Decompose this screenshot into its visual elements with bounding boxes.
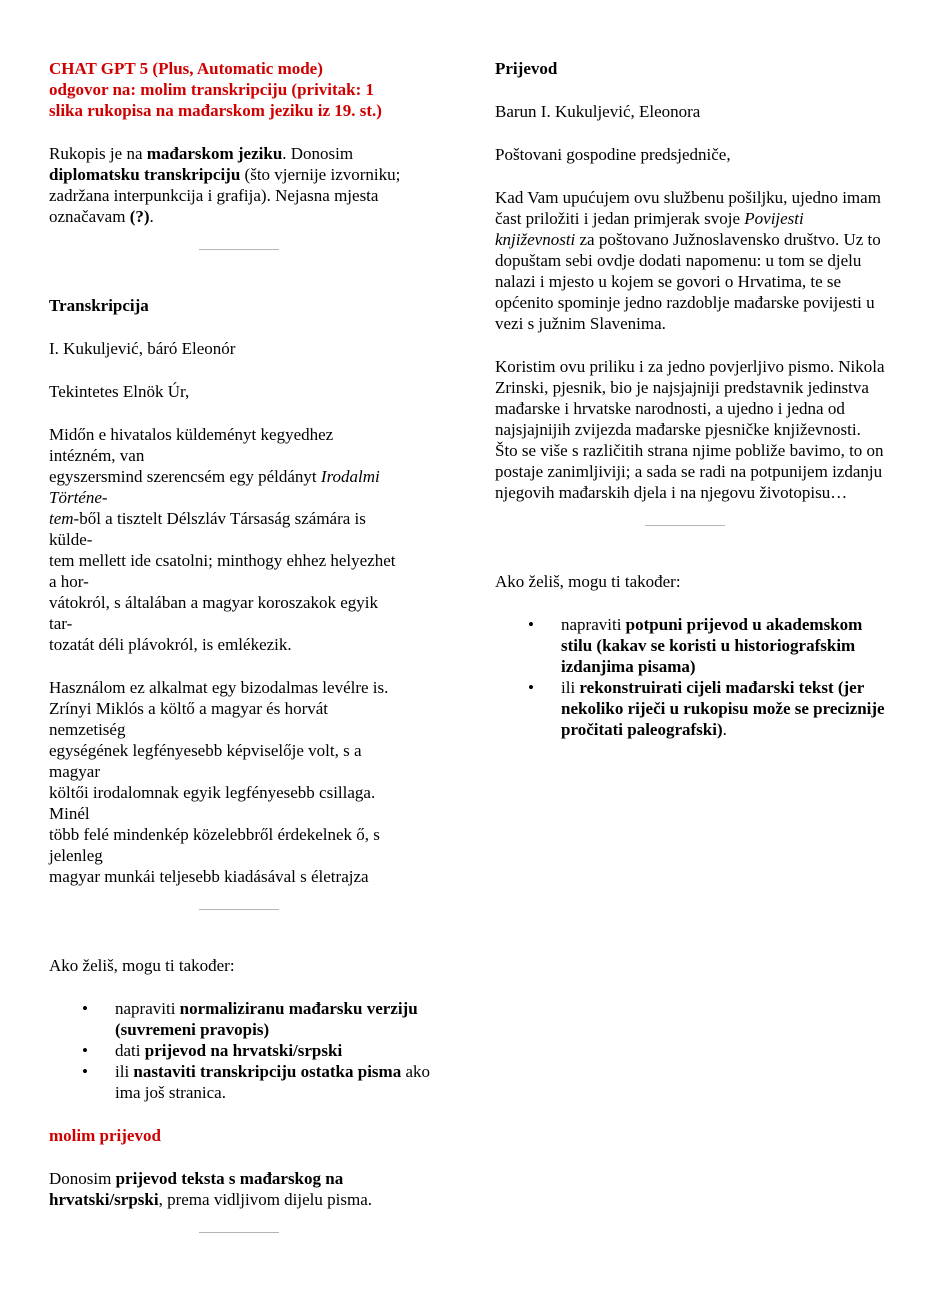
translation-intro: Donosim prijevod teksta s mađarskog na hrvatski/srpski, prema vidljivom dijelu pisma. (49, 1169, 373, 1209)
request-heading: molim prijevod (49, 1126, 161, 1145)
offer-item: • ili nastaviti transkripciju ostatka pisma ako ima još stranica. (82, 1062, 430, 1102)
section-divider (645, 525, 725, 526)
offer-intro: Ako želiš, mogu ti također: (49, 956, 235, 975)
intro-paragraph: Rukopis je na mađarskom jeziku. Donosim diplomatsku transkripciju (što vjernije izvorniku; zadržana interpunkcija i grafija). Nejasna mjesta označavam (?). (49, 144, 401, 226)
bullet-icon: • (82, 1062, 88, 1081)
bullet-icon: • (82, 1041, 88, 1060)
letter-salutation: Tekintetes Elnök Úr, (49, 382, 190, 401)
offer-item: • dati prijevod na hrvatski/srpski (82, 1041, 343, 1060)
section-divider (199, 909, 279, 910)
transcription-paragraph-2: Használom ez alkalmat egy bizodalmas levélre is. Zrínyi Miklós a költő a magyar és horvát nemzetiség egységének legfényesebb képviselője volt, s a magyar költői irodalomnak egyik legfényesebb csillaga. Minél több felé mindenkép közelebbről érdekelnek ő, s jelenleg magyar munkái teljesebb kiadásával s életrajza (49, 678, 389, 886)
offer-item: • ili rekonstruirati cijeli mađarski tekst (jer nekoliko riječi u rukopisu može se preciznije pročitati paleografski). (528, 678, 885, 739)
chat-header-line: slika rukopisa na mađarskom jeziku iz 19. st.) (49, 101, 382, 120)
bullet-icon: • (528, 678, 534, 697)
translation-paragraph-1: Kad Vam upućujem ovu službenu pošiljku, ujedno imam čast priložiti i jedan primjerak svoje Povijesti književnosti za poštovano Južnoslavensko društvo. Uz to dopuštam sebi ovdje dodati napomenu: u tom se djelu nalazi i mjesto u kojem se govori o Hrvatima, te se općenito spominje jedno razdoblje mađarske povijesti u vezi s južnim Slavenima. (495, 188, 881, 333)
chat-header-line: odgovor na: molim transkripciju (privitak: 1 (49, 80, 375, 99)
bullet-icon: • (82, 999, 88, 1018)
chat-header (49, 58, 439, 121)
left-column (49, 58, 439, 1278)
offer-item: • napraviti potpuni prijevod u akademskom stilu (kakav se koristi u historiografskim izdanjima pisama) (528, 615, 863, 676)
letter-sender: I. Kukuljević, báró Eleonór (49, 339, 236, 358)
offer-list (49, 998, 439, 1103)
chat-header-line: CHAT GPT 5 (Plus, Automatic mode) (49, 59, 323, 78)
translation-sender: Barun I. Kukuljević, Eleonora (495, 102, 701, 121)
section-divider (199, 249, 279, 250)
offer-item: • napraviti normaliziranu mađarsku verziju (suvremeni pravopis) (82, 999, 418, 1039)
bullet-icon: • (528, 615, 534, 634)
offer-intro: Ako želiš, mogu ti također: (495, 572, 681, 591)
transcription-paragraph-1: Midőn e hivatalos küldeményt kegyedhez intézném, van egyszersmind szerencsém egy példányt Irodalmi Történe- tem-ből a tisztelt Délszláv Társaság számára is külde- tem mellett ide csatolni; minthogy ehhez helyezhet a hor- vátokról, s általában a magyar koroszakok egyik tar- tozatát déli plávokról, is emlékezik. (49, 425, 396, 654)
right-column (495, 58, 885, 762)
section-divider (199, 1232, 279, 1233)
translation-heading: Prijevod (495, 59, 558, 78)
offer-list (495, 614, 885, 740)
translation-paragraph-2: Koristim ovu priliku i za jedno povjerljivo pismo. Nikola Zrinski, pjesnik, bio je najsjajniji predstavnik jedinstva mađarske i hrvatske narodnosti, a ujedno i jedna od najsjajnijih zvijezda mađarske pjesničke književnosti. Što se više s različitih strana njime pobliže bavimo, to on postaje zanimljiviji; a sada se radi na potpunijem izdanju njegovih mađarskih djela i na njegovu životopisu… (495, 357, 885, 502)
translation-salutation: Poštovani gospodine predsjedniče, (495, 145, 731, 164)
transcription-heading: Transkripcija (49, 296, 149, 315)
